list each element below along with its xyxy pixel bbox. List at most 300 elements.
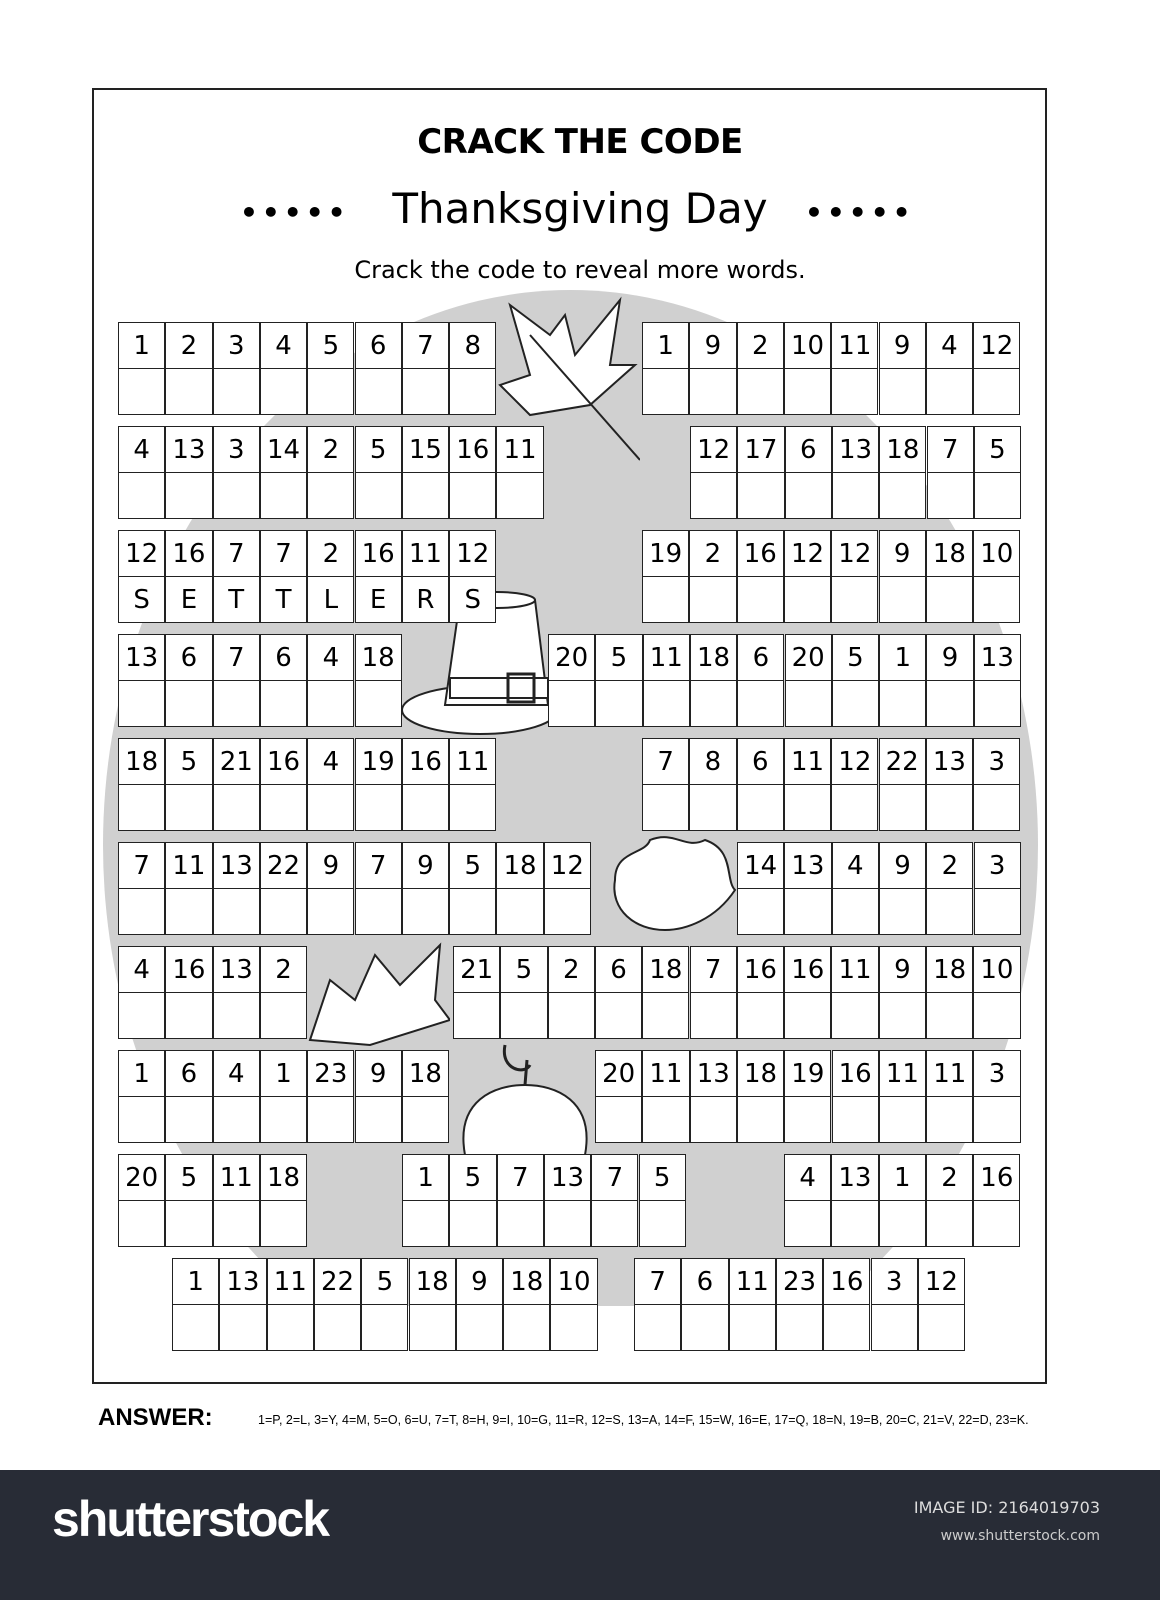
code-number-cell: 13 — [118, 634, 165, 681]
answer-letter-cell[interactable] — [776, 1304, 823, 1351]
code-number-cell: 20 — [785, 634, 832, 681]
code-number-cell: 18 — [402, 1050, 449, 1097]
answer-letter-cell[interactable] — [785, 472, 832, 519]
answer-letter-cell[interactable] — [642, 1096, 689, 1143]
answer-letter-cell[interactable] — [165, 472, 212, 519]
answer-letter-cell[interactable] — [456, 1304, 503, 1351]
answer-letter-cell[interactable] — [172, 1304, 219, 1351]
code-number-cell: 18 — [690, 634, 737, 681]
code-number-cell: 3 — [973, 738, 1020, 785]
code-number-cell: 11 — [642, 1050, 689, 1097]
answer-letter-cell[interactable] — [926, 992, 973, 1039]
code-number-cell: 9 — [307, 842, 354, 889]
answer-letter-cell[interactable] — [926, 576, 973, 623]
answer-letter-cell[interactable] — [784, 888, 831, 935]
answer-letter-cell[interactable] — [690, 1096, 737, 1143]
answer-letter-cell[interactable] — [973, 368, 1020, 415]
answer-letter-cell[interactable] — [449, 1200, 496, 1247]
answer-letter-cell[interactable] — [118, 368, 165, 415]
oak-leaf-icon — [605, 830, 740, 935]
answer-letter-cell[interactable] — [642, 368, 689, 415]
answer-letter-cell[interactable]: S — [118, 576, 165, 623]
code-number-cell: 16 — [355, 530, 402, 577]
answer-letter-cell[interactable] — [219, 1304, 266, 1351]
code-number-cell: 1 — [260, 1050, 307, 1097]
answer-letter-cell[interactable] — [879, 1200, 926, 1247]
code-number-cell: 16 — [402, 738, 449, 785]
answer-letter-cell[interactable] — [737, 680, 784, 727]
answer-letter-cell[interactable] — [355, 680, 402, 727]
code-number-cell: 5 — [355, 426, 402, 473]
answer-letter-cell[interactable] — [260, 368, 307, 415]
code-number-cell: 16 — [823, 1258, 870, 1305]
answer-letter-cell[interactable] — [449, 888, 496, 935]
answer-letter-cell[interactable] — [823, 1304, 870, 1351]
code-number-cell: 16 — [784, 946, 831, 993]
answer-letter-cell[interactable] — [681, 1304, 728, 1351]
code-number-cell: 20 — [118, 1154, 165, 1201]
code-number-cell: 18 — [642, 946, 689, 993]
answer-letter-cell[interactable] — [213, 680, 260, 727]
answer-letter-cell[interactable] — [449, 368, 496, 415]
code-number-cell: 12 — [784, 530, 831, 577]
code-number-cell: 1 — [642, 322, 689, 369]
dots-right: ••••• — [805, 196, 915, 229]
code-number-cell: 1 — [879, 634, 926, 681]
code-number-cell: 12 — [690, 426, 737, 473]
code-number-cell: 4 — [213, 1050, 260, 1097]
code-number-cell: 19 — [784, 1050, 831, 1097]
code-number-cell: 9 — [689, 322, 736, 369]
answer-letter-cell[interactable] — [832, 1096, 879, 1143]
answer-letter-cell[interactable] — [784, 992, 831, 1039]
answer-letter-cell[interactable] — [118, 680, 165, 727]
answer-letter-cell[interactable] — [449, 784, 496, 831]
code-number-cell: 16 — [737, 946, 784, 993]
code-number-cell: 2 — [307, 530, 354, 577]
answer-letter-cell[interactable] — [118, 992, 165, 1039]
answer-letter-cell[interactable] — [165, 680, 212, 727]
code-number-cell: 4 — [784, 1154, 831, 1201]
answer-letter-cell[interactable] — [737, 784, 784, 831]
answer-letter-cell[interactable] — [591, 1200, 638, 1247]
answer-letter-cell[interactable] — [118, 472, 165, 519]
answer-letter-cell[interactable] — [871, 1304, 918, 1351]
code-number-cell: 20 — [595, 1050, 642, 1097]
code-number-cell: 10 — [973, 946, 1020, 993]
answer-letter-cell[interactable] — [879, 1096, 926, 1143]
answer-letter-cell[interactable] — [165, 1200, 212, 1247]
code-number-cell: 9 — [926, 634, 973, 681]
code-number-cell: 18 — [409, 1258, 456, 1305]
code-number-cell: 3 — [213, 426, 260, 473]
footer-bar — [0, 1470, 1160, 1600]
answer-letter-cell[interactable] — [503, 1304, 550, 1351]
answer-letter-cell[interactable] — [402, 1096, 449, 1143]
answer-letter-cell[interactable] — [260, 888, 307, 935]
answer-letter-cell[interactable] — [879, 888, 926, 935]
answer-letter-cell[interactable] — [213, 368, 260, 415]
instruction: Crack the code to reveal more words. — [354, 256, 806, 284]
code-number-cell: 1 — [118, 1050, 165, 1097]
answer-letter-cell[interactable] — [784, 784, 831, 831]
answer-letter-cell[interactable] — [879, 368, 926, 415]
code-number-cell: 11 — [831, 946, 878, 993]
answer-letter-cell[interactable] — [260, 992, 307, 1039]
code-number-cell: 23 — [776, 1258, 823, 1305]
answer-letter-cell[interactable]: L — [307, 576, 354, 623]
answer-letter-cell[interactable] — [307, 680, 354, 727]
code-number-cell: 18 — [496, 842, 543, 889]
answer-letter-cell[interactable] — [689, 368, 736, 415]
answer-letter-cell[interactable] — [784, 576, 831, 623]
answer-letter-cell[interactable] — [361, 1304, 408, 1351]
code-number-cell: 1 — [402, 1154, 449, 1201]
answer-letter-cell[interactable] — [213, 1096, 260, 1143]
answer-letter-cell[interactable] — [831, 784, 878, 831]
code-number-cell: 19 — [642, 530, 689, 577]
answer-letter-cell[interactable] — [879, 992, 926, 1039]
answer-letter-cell[interactable] — [165, 1096, 212, 1143]
answer-letter-cell[interactable] — [831, 576, 878, 623]
code-number-cell: 9 — [879, 842, 926, 889]
code-number-cell: 13 — [926, 738, 973, 785]
answer-letter-cell[interactable] — [784, 1200, 831, 1247]
code-number-cell: 5 — [595, 634, 642, 681]
code-number-cell: 4 — [118, 426, 165, 473]
answer-letter-cell[interactable] — [497, 1200, 544, 1247]
answer-letter-cell[interactable] — [689, 784, 736, 831]
code-number-cell: 13 — [219, 1258, 266, 1305]
answer-letter-cell[interactable] — [453, 992, 500, 1039]
code-number-cell: 13 — [974, 634, 1021, 681]
answer-letter-cell[interactable] — [165, 368, 212, 415]
answer-letter-cell[interactable] — [832, 888, 879, 935]
answer-letter-cell[interactable] — [642, 784, 689, 831]
code-number-cell: 12 — [118, 530, 165, 577]
answer-letter-cell[interactable] — [402, 1200, 449, 1247]
answer-letter-cell[interactable] — [879, 680, 926, 727]
code-number-cell: 18 — [737, 1050, 784, 1097]
answer-letter-cell[interactable] — [355, 368, 402, 415]
answer-letter-cell[interactable] — [729, 1304, 776, 1351]
answer-letter-cell[interactable] — [973, 992, 1020, 1039]
answer-key: 1=P, 2=L, 3=Y, 4=M, 5=O, 6=U, 7=T, 8=H, 9=I, 10=G, 11=R, 12=S, 13=A, 14=F, 15=W, 16=E, 17=Q, 18=N, 19=B, 20=C, 21=V, 22=D, 23=K. — [258, 1413, 1029, 1427]
answer-letter-cell[interactable] — [213, 888, 260, 935]
answer-letter-cell[interactable] — [409, 1304, 456, 1351]
code-number-cell: 21 — [213, 738, 260, 785]
answer-letter-cell[interactable] — [784, 368, 831, 415]
answer-letter-cell[interactable] — [973, 1200, 1020, 1247]
answer-letter-cell[interactable] — [449, 472, 496, 519]
code-number-cell: 4 — [307, 634, 354, 681]
answer-letter-cell[interactable]: R — [402, 576, 449, 623]
answer-letter-cell[interactable] — [643, 680, 690, 727]
answer-letter-cell[interactable] — [974, 472, 1021, 519]
code-number-cell: 16 — [260, 738, 307, 785]
answer-letter-cell[interactable] — [550, 1304, 597, 1351]
code-number-cell: 22 — [879, 738, 926, 785]
code-number-cell: 18 — [260, 1154, 307, 1201]
answer-letter-cell[interactable] — [213, 1200, 260, 1247]
code-number-cell: 14 — [737, 842, 784, 889]
answer-letter-cell[interactable] — [595, 992, 642, 1039]
answer-letter-cell[interactable] — [496, 472, 543, 519]
answer-letter-cell[interactable] — [974, 680, 1021, 727]
code-number-cell: 6 — [165, 634, 212, 681]
code-number-cell: 2 — [307, 426, 354, 473]
code-number-cell: 22 — [260, 842, 307, 889]
answer-letter-cell[interactable] — [974, 888, 1021, 935]
answer-letter-cell[interactable] — [213, 784, 260, 831]
answer-letter-cell[interactable] — [690, 680, 737, 727]
code-number-cell: 9 — [355, 1050, 402, 1097]
answer-letter-cell[interactable]: E — [355, 576, 402, 623]
image-id — [914, 1498, 1100, 1517]
answer-letter-cell[interactable] — [548, 992, 595, 1039]
code-number-cell: 13 — [832, 426, 879, 473]
code-number-cell: 14 — [260, 426, 307, 473]
answer-letter-cell[interactable] — [548, 680, 595, 727]
code-number-cell: 11 — [879, 1050, 926, 1097]
code-number-cell: 1 — [118, 322, 165, 369]
image-id-label: IMAGE ID: — [913, 1498, 994, 1517]
code-number-cell: 13 — [784, 842, 831, 889]
code-number-cell: 9 — [879, 946, 926, 993]
answer-letter-cell[interactable] — [118, 888, 165, 935]
code-number-cell: 11 — [926, 1050, 973, 1097]
code-number-cell: 7 — [642, 738, 689, 785]
code-number-cell: 22 — [314, 1258, 361, 1305]
code-number-cell: 1 — [172, 1258, 219, 1305]
answer-letter-cell[interactable] — [785, 680, 832, 727]
code-number-cell: 11 — [496, 426, 543, 473]
answer-letter-cell[interactable] — [784, 1096, 831, 1143]
answer-letter-cell[interactable] — [260, 1096, 307, 1143]
answer-letter-cell[interactable] — [690, 992, 737, 1039]
answer-letter-cell[interactable] — [737, 888, 784, 935]
code-number-cell: 6 — [681, 1258, 728, 1305]
answer-letter-cell[interactable] — [355, 888, 402, 935]
page-subtitle: Thanksgiving Day — [392, 184, 768, 233]
answer-letter-cell[interactable] — [634, 1304, 681, 1351]
pumpkin-icon — [455, 1040, 595, 1155]
answer-letter-cell[interactable] — [260, 680, 307, 727]
code-number-cell: 5 — [307, 322, 354, 369]
answer-letter-cell[interactable] — [500, 992, 547, 1039]
code-number-cell: 13 — [690, 1050, 737, 1097]
code-number-cell: 2 — [260, 946, 307, 993]
code-number-cell: 2 — [926, 1154, 973, 1201]
answer-letter-cell[interactable] — [314, 1304, 361, 1351]
code-number-cell: 11 — [729, 1258, 776, 1305]
answer-letter-cell[interactable] — [307, 472, 354, 519]
code-number-cell: 5 — [449, 1154, 496, 1201]
answer-letter-cell[interactable] — [118, 1096, 165, 1143]
code-number-cell: 2 — [548, 946, 595, 993]
code-number-cell: 5 — [449, 842, 496, 889]
answer-letter-cell[interactable]: T — [213, 576, 260, 623]
code-number-cell: 11 — [643, 634, 690, 681]
code-number-cell: 13 — [165, 426, 212, 473]
code-number-cell: 3 — [973, 1050, 1020, 1097]
answer-letter-cell[interactable] — [737, 992, 784, 1039]
answer-letter-cell[interactable] — [165, 992, 212, 1039]
answer-letter-cell[interactable] — [402, 472, 449, 519]
answer-letter-cell[interactable] — [355, 1096, 402, 1143]
answer-letter-cell[interactable] — [165, 784, 212, 831]
answer-letter-cell[interactable] — [595, 1096, 642, 1143]
answer-letter-cell[interactable] — [307, 1096, 354, 1143]
code-number-cell: 8 — [689, 738, 736, 785]
code-number-cell: 13 — [544, 1154, 591, 1201]
code-number-cell: 7 — [402, 322, 449, 369]
code-number-cell: 2 — [737, 322, 784, 369]
answer-letter-cell[interactable] — [831, 368, 878, 415]
code-number-cell: 6 — [785, 426, 832, 473]
answer-label: ANSWER: — [98, 1404, 213, 1431]
answer-letter-cell[interactable] — [267, 1304, 314, 1351]
answer-letter-cell[interactable] — [926, 368, 973, 415]
code-number-cell: 7 — [690, 946, 737, 993]
answer-letter-cell[interactable] — [496, 888, 543, 935]
code-number-cell: 7 — [260, 530, 307, 577]
answer-letter-cell[interactable] — [213, 992, 260, 1039]
answer-letter-cell[interactable] — [879, 784, 926, 831]
code-number-cell: 12 — [544, 842, 591, 889]
answer-letter-cell[interactable] — [737, 576, 784, 623]
code-number-cell: 16 — [165, 946, 212, 993]
maple-leaf-icon — [300, 940, 450, 1050]
answer-letter-cell[interactable] — [642, 576, 689, 623]
answer-letter-cell[interactable] — [260, 1200, 307, 1247]
code-number-cell: 6 — [737, 738, 784, 785]
code-number-cell: 10 — [973, 530, 1020, 577]
code-number-cell: 21 — [453, 946, 500, 993]
answer-letter-cell[interactable] — [879, 472, 926, 519]
answer-letter-cell[interactable] — [307, 368, 354, 415]
code-number-cell: 5 — [974, 426, 1021, 473]
code-number-cell: 9 — [879, 322, 926, 369]
answer-letter-cell[interactable]: T — [260, 576, 307, 623]
code-number-cell: 7 — [355, 842, 402, 889]
code-number-cell: 11 — [784, 738, 831, 785]
code-number-cell: 4 — [832, 842, 879, 889]
code-number-cell: 18 — [926, 946, 973, 993]
answer-letter-cell[interactable] — [260, 784, 307, 831]
code-number-cell: 7 — [497, 1154, 544, 1201]
answer-letter-cell[interactable] — [118, 784, 165, 831]
answer-letter-cell[interactable] — [595, 680, 642, 727]
code-number-cell: 4 — [118, 946, 165, 993]
code-number-cell: 5 — [500, 946, 547, 993]
code-number-cell: 9 — [456, 1258, 503, 1305]
code-number-cell: 5 — [639, 1154, 686, 1201]
code-number-cell: 16 — [973, 1154, 1020, 1201]
answer-letter-cell[interactable] — [402, 888, 449, 935]
answer-letter-cell[interactable] — [927, 472, 974, 519]
code-number-cell: 4 — [307, 738, 354, 785]
answer-letter-cell[interactable] — [165, 888, 212, 935]
code-number-cell: 3 — [974, 842, 1021, 889]
answer-letter-cell[interactable] — [879, 576, 926, 623]
answer-letter-cell[interactable] — [355, 472, 402, 519]
code-number-cell: 12 — [831, 738, 878, 785]
answer-letter-cell[interactable] — [260, 472, 307, 519]
code-number-cell: 6 — [165, 1050, 212, 1097]
answer-letter-cell[interactable] — [737, 368, 784, 415]
answer-letter-cell[interactable] — [832, 472, 879, 519]
answer-letter-cell[interactable]: E — [165, 576, 212, 623]
answer-letter-cell[interactable] — [832, 680, 879, 727]
code-number-cell: 11 — [267, 1258, 314, 1305]
answer-letter-cell[interactable] — [831, 992, 878, 1039]
code-number-cell: 11 — [402, 530, 449, 577]
code-number-cell: 6 — [595, 946, 642, 993]
code-number-cell: 16 — [449, 426, 496, 473]
code-number-cell: 18 — [355, 634, 402, 681]
answer-letter-cell[interactable] — [307, 888, 354, 935]
code-number-cell: 10 — [550, 1258, 597, 1305]
code-number-cell: 3 — [213, 322, 260, 369]
answer-letter-cell[interactable] — [737, 1096, 784, 1143]
answer-letter-cell[interactable] — [689, 576, 736, 623]
answer-letter-cell[interactable] — [118, 1200, 165, 1247]
answer-letter-cell[interactable]: S — [449, 576, 496, 623]
code-number-cell: 10 — [784, 322, 831, 369]
answer-letter-cell[interactable] — [831, 1200, 878, 1247]
code-number-cell: 23 — [307, 1050, 354, 1097]
code-number-cell: 16 — [832, 1050, 879, 1097]
code-number-cell: 7 — [213, 530, 260, 577]
answer-letter-cell[interactable] — [642, 992, 689, 1039]
answer-letter-cell[interactable] — [926, 1200, 973, 1247]
answer-letter-cell[interactable] — [926, 1096, 973, 1143]
answer-letter-cell[interactable] — [926, 680, 973, 727]
answer-letter-cell[interactable] — [973, 784, 1020, 831]
answer-letter-cell[interactable] — [213, 472, 260, 519]
code-number-cell: 7 — [591, 1154, 638, 1201]
answer-letter-cell[interactable] — [544, 888, 591, 935]
code-number-cell: 4 — [926, 322, 973, 369]
answer-letter-cell[interactable] — [639, 1200, 686, 1247]
answer-letter-cell[interactable] — [690, 472, 737, 519]
answer-letter-cell[interactable] — [926, 888, 973, 935]
answer-letter-cell[interactable] — [918, 1304, 965, 1351]
code-number-cell: 9 — [402, 842, 449, 889]
code-number-cell: 7 — [927, 426, 974, 473]
code-number-cell: 8 — [449, 322, 496, 369]
answer-letter-cell[interactable] — [402, 784, 449, 831]
answer-letter-cell[interactable] — [973, 576, 1020, 623]
dots-left: ••••• — [240, 196, 350, 229]
code-number-cell: 18 — [503, 1258, 550, 1305]
code-number-cell: 11 — [165, 842, 212, 889]
answer-letter-cell[interactable] — [973, 1096, 1020, 1143]
code-number-cell: 16 — [165, 530, 212, 577]
code-number-cell: 7 — [634, 1258, 681, 1305]
answer-letter-cell[interactable] — [307, 784, 354, 831]
code-number-cell: 18 — [118, 738, 165, 785]
answer-letter-cell[interactable] — [402, 368, 449, 415]
answer-letter-cell[interactable] — [737, 472, 784, 519]
answer-letter-cell[interactable] — [355, 784, 402, 831]
answer-letter-cell[interactable] — [544, 1200, 591, 1247]
code-number-cell: 18 — [926, 530, 973, 577]
answer-letter-cell[interactable] — [926, 784, 973, 831]
code-number-cell: 7 — [118, 842, 165, 889]
code-number-cell: 5 — [165, 1154, 212, 1201]
